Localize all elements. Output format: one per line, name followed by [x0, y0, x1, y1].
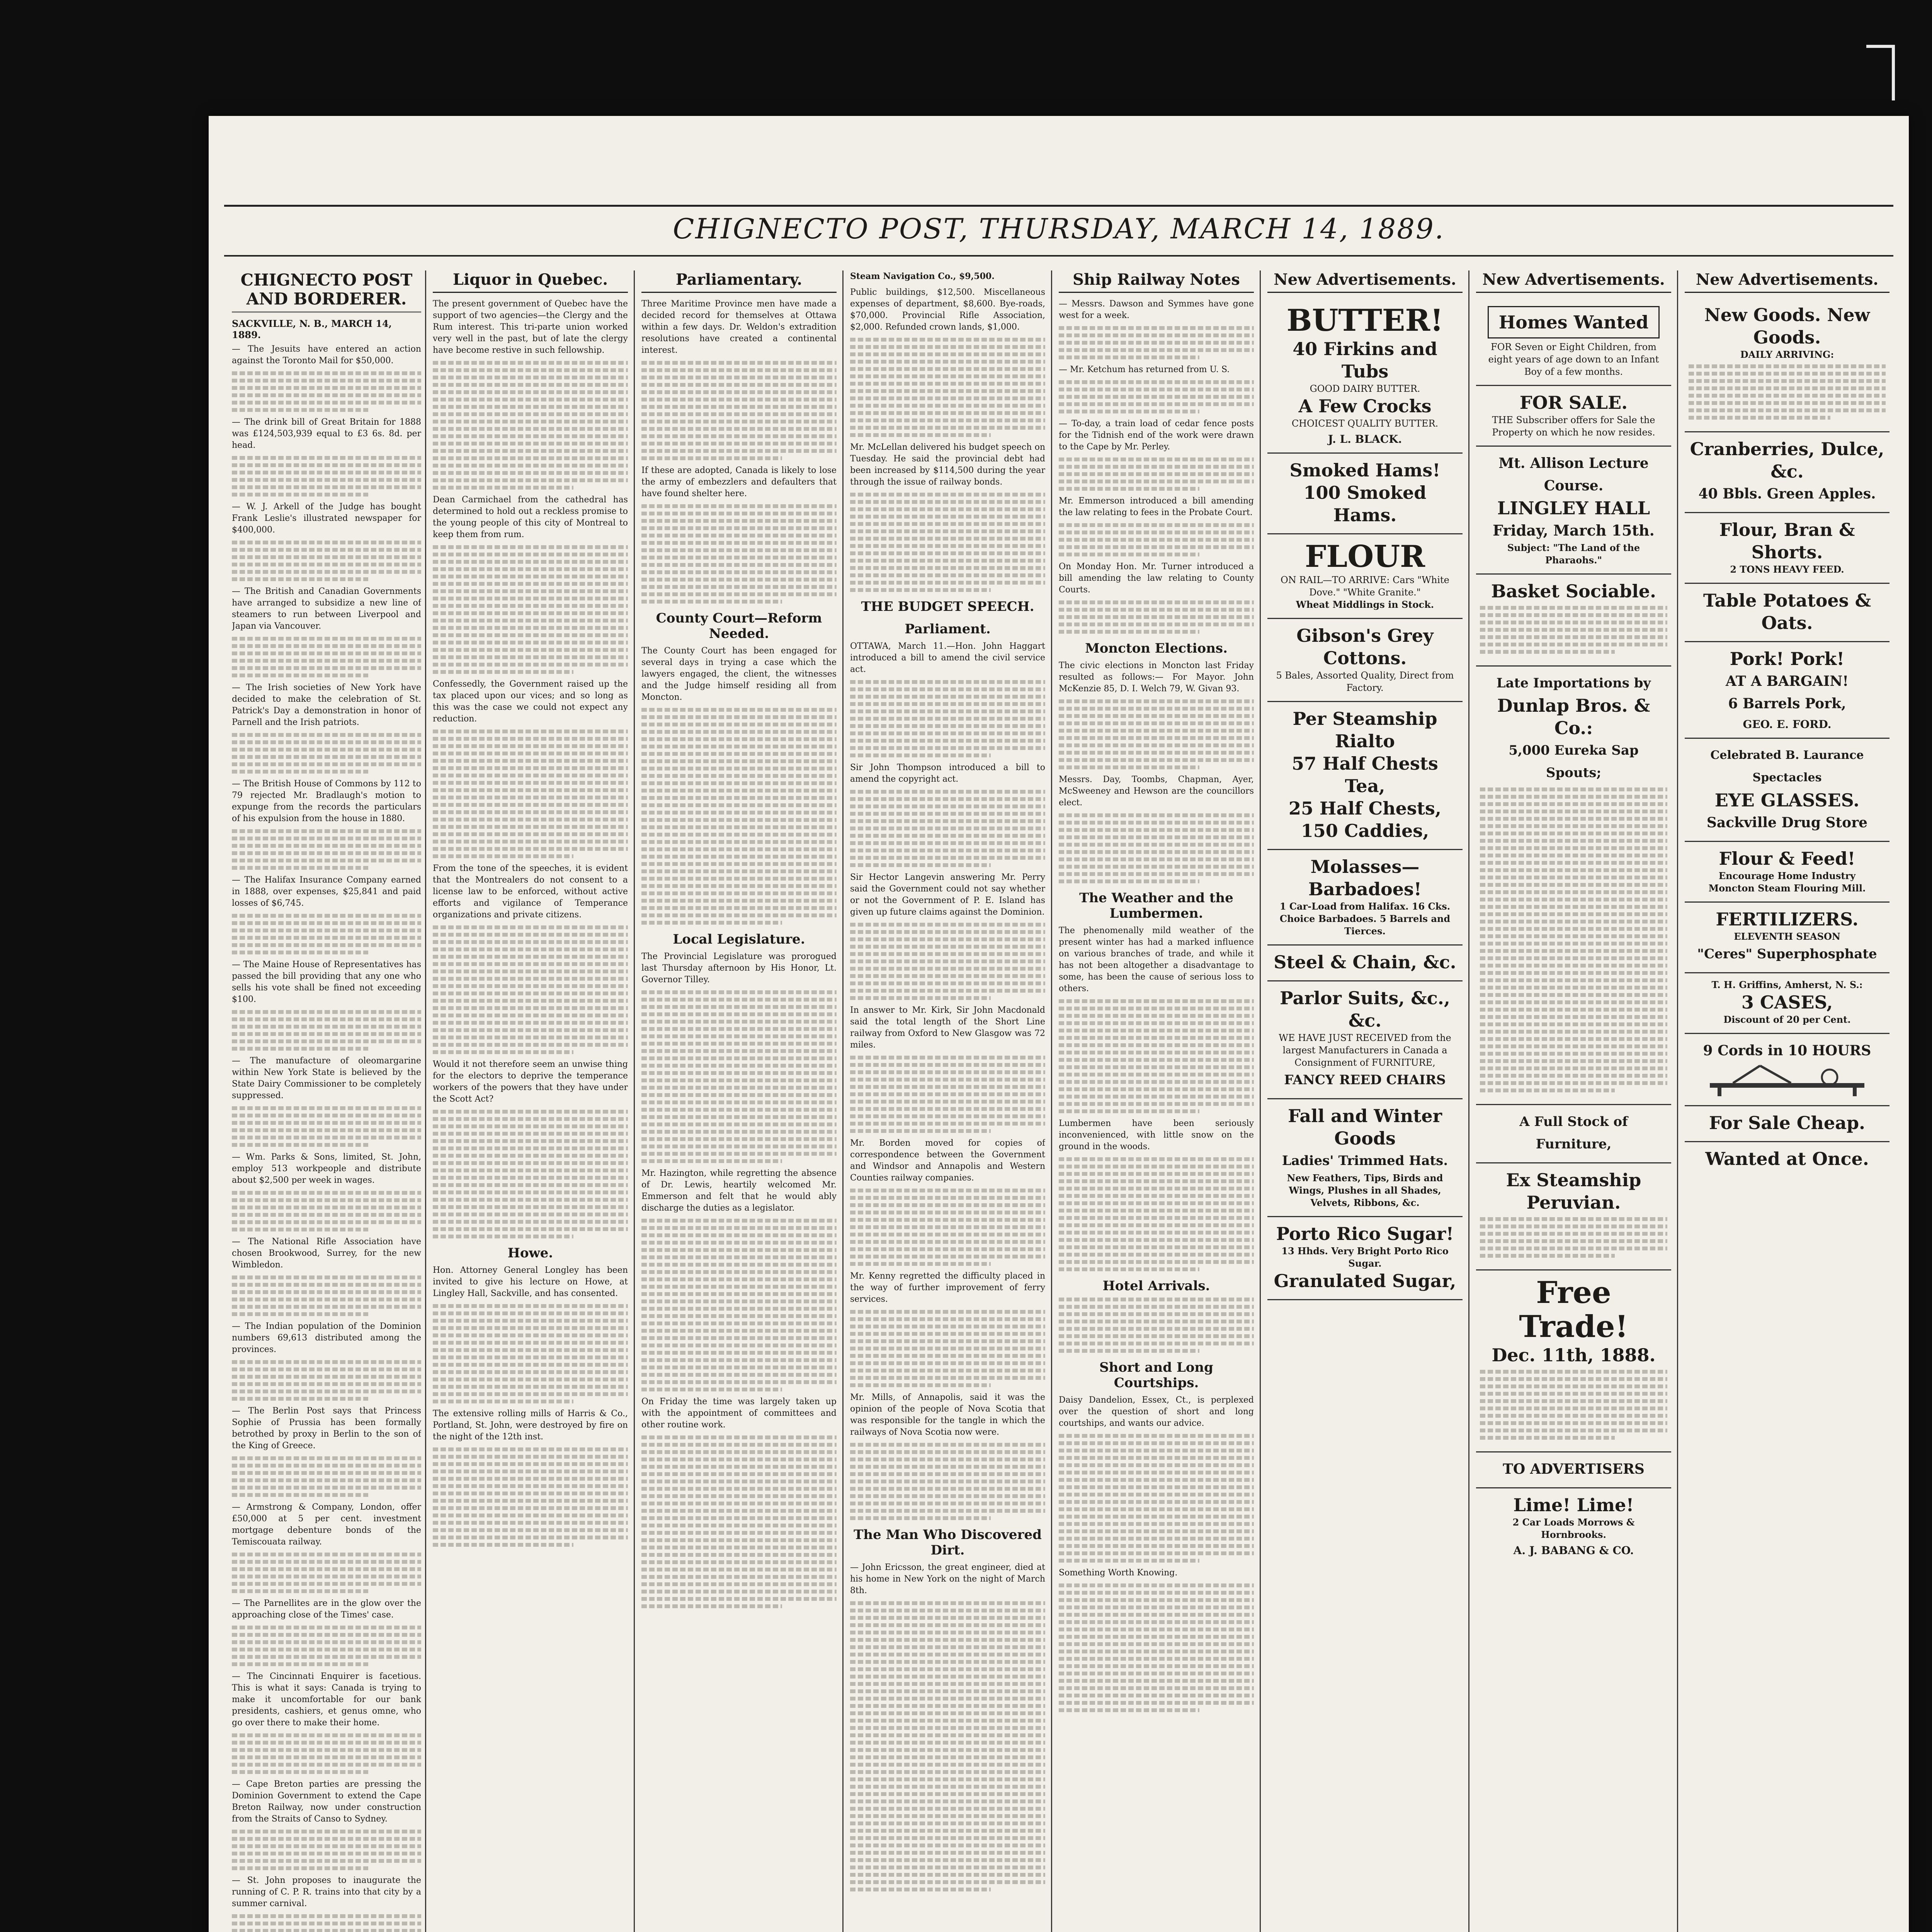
ads-header: New Advertisements. [1476, 270, 1671, 293]
filler-text [232, 371, 421, 412]
ad-subtitle: AT A BARGAIN! [1725, 673, 1849, 689]
newspaper-page [209, 116, 1909, 1932]
ad-line: Discount of 20 per Cent. [1723, 1014, 1851, 1025]
filler-text [433, 1304, 628, 1403]
filler-text [850, 790, 1045, 867]
ad-homes [1476, 298, 1671, 386]
ad-title: A Full Stock of Furniture, [1519, 1114, 1628, 1152]
ad-spectacles [1685, 739, 1889, 842]
ad-peruvian [1476, 1163, 1671, 1270]
filler-text [850, 680, 1045, 757]
filler-text [232, 1830, 421, 1870]
ad-wanted [1685, 1142, 1889, 1177]
paragraph: — The Berlin Post says that Princess Sophie of Prussia has been formally betrothed by proxy in Berlin to the son of the King of Greece. [232, 1406, 421, 1451]
ad-line: Encourage Home Industry [1718, 870, 1856, 881]
paragraph: Mr. Emmerson introduced a bill amending the law relating to fees in the Probate Court. [1059, 496, 1254, 517]
ad-title: Flour, Bran & Shorts. [1719, 519, 1855, 563]
filler-text [433, 925, 628, 1054]
paragraph: The Provincial Legislature was prorogued last Thursday afternoon by His Honor, Lt. Governor Tilley. [641, 952, 837, 985]
column-rule [1677, 270, 1678, 1932]
filler-text [232, 1733, 421, 1774]
filler-text [433, 1447, 628, 1547]
column-1 [232, 270, 421, 1932]
ad-line: WE HAVE JUST RECEIVED from the largest Manufacturers in Canada a Consignment of FURNITURE, [1279, 1032, 1451, 1068]
paragraph: — St. John proposes to inaugurate the running of C. P. R. trains into that city by a summer carnival. [232, 1876, 421, 1908]
filler-text [232, 1553, 421, 1593]
column-rule [634, 270, 635, 1932]
filler-text [1059, 326, 1254, 359]
column-4 [850, 270, 1045, 1932]
filler-text [1059, 813, 1254, 883]
ad-subtitle: EYE GLASSES. [1714, 790, 1860, 811]
paragraph: Messrs. Day, Toombs, Chapman, Ayer, McSweeney and Hewson are the councillors elect. [1059, 775, 1254, 808]
paragraph: — The Irish societies of New York have decided to make the celebration of St. Patrick's Day a demonstration in honor of Parnell and the Irish patriots. [232, 683, 421, 727]
ad-new-goods [1685, 298, 1889, 432]
paragraph: — The manufacture of oleomargarine within New York State is believed by the State Dairy Commissioner to be completely suppressed. [232, 1056, 421, 1100]
paragraph: — Armstrong & Company, London, offer £50,000 at 5 per cent. investment mortgage debenture bonds of the Temiscouata railway. [232, 1502, 421, 1547]
ad-line: CHOICEST QUALITY BUTTER. [1291, 418, 1439, 429]
filler-text [232, 1626, 421, 1666]
ad-subtitle: Dunlap Bros. & Co.: [1497, 695, 1650, 738]
ad-title: Fall and Winter Goods [1288, 1105, 1442, 1149]
ad-free-trade [1476, 1270, 1671, 1452]
ad-title: Steel & Chain, &c. [1274, 952, 1456, 973]
ad-line: GOOD DAIRY BUTTER. [1310, 383, 1420, 394]
paragraph: — Cape Breton parties are pressing the Dominion Government to extend the Cape Breton Railway, now under construction from the Straits of Canso to Sydney. [232, 1779, 421, 1824]
ad-title: Parlor Suits, &c., &c. [1280, 988, 1450, 1031]
ad-title: Gibson's Grey Cottons. [1296, 625, 1434, 668]
ads-header: New Advertisements. [1267, 270, 1463, 293]
article-headline: Ship Railway Notes [1059, 270, 1254, 293]
article-subheading: The Man Who Discovered Dirt. [854, 1527, 1042, 1558]
paragraph: — The Halifax Insurance Company earned in 1888, over expenses, $25,841 and paid losses of $6,745. [232, 875, 421, 908]
sawing-machine-illustration [1702, 1062, 1872, 1097]
ad-subtitle: 40 Bbls. Green Apples. [1698, 486, 1876, 502]
filler-text [232, 1010, 421, 1051]
paragraph: Mr. Kenny regretted the difficulty placed in the way of further improvement of ferry services. [850, 1271, 1045, 1304]
ad-subtitle: Friday, March 15th. [1493, 522, 1655, 539]
ad-subtitle: LINGLEY HALL [1497, 498, 1650, 519]
paragraph: — The Maine House of Representatives has passed the bill providing that any one who sells his vote shall be fined not exceeding $100. [232, 960, 421, 1004]
column-5 [1059, 270, 1254, 1932]
ad-fertilizers [1685, 903, 1889, 973]
filler-text [1480, 606, 1667, 654]
paragraph: Something Worth Knowing. [1059, 1568, 1178, 1578]
article-body [433, 1265, 628, 1547]
paragraph: — Mr. Ketchum has returned from U. S. [1059, 365, 1230, 374]
ad-molasses [1267, 850, 1463, 946]
paragraph: Mr. Borden moved for copies of correspondence between the Government and Windsor and Annapolis and Western Counties railway companies. [850, 1138, 1045, 1183]
paragraph: Mr. Mills, of Annapolis, said it was the opinion of the people of Nova Scotia that was responsible for the tangle in which the railways of Nova Scotia now were. [850, 1393, 1045, 1437]
article-body [433, 298, 628, 1238]
column-3 [641, 270, 837, 1932]
filler-text [1059, 999, 1254, 1113]
ad-subtitle: Granulated Sugar, [1274, 1270, 1456, 1291]
filler-text [850, 923, 1045, 1000]
ad-cranberries [1685, 432, 1889, 513]
paragraph: Dean Carmichael from the cathedral has determined to hold out a reckless promise to the young people of this city of Montreal to keep them from rum. [433, 495, 628, 539]
filler-text [232, 456, 421, 497]
ad-line: New Feathers, Tips, Birds and Wings, Plushes in all Shades, Velvets, Ribbons, &c. [1287, 1172, 1443, 1208]
filler-text [232, 1191, 421, 1231]
ad-subtitle: 57 Half Chests Tea, [1292, 753, 1438, 796]
ad-signature: GEO. E. FORD. [1743, 718, 1832, 731]
ad-subtitle: 5,000 Eureka Sap Spouts; [1509, 743, 1639, 781]
paragraph: — To-day, a train load of cedar fence posts for the Tidnish end of the work were drawn to the Cape by Mr. Perley. [1059, 419, 1254, 452]
ad-subtitle: A Few Crocks [1298, 396, 1432, 417]
paragraph: Sir Hector Langevin answering Mr. Perry said the Government could not say whether or not the Government of P. E. Island has given up future claims against the Dominion. [850, 872, 1045, 917]
ad-title: 9 Cords in 10 HOURS [1703, 1043, 1871, 1059]
paragraph: — The National Rifle Association have chosen Brookwood, Surrey, for the new Wimbledon. [232, 1237, 421, 1270]
filler-text [1480, 1217, 1667, 1258]
news-briefs [232, 344, 421, 1932]
ad-line: 1 Car-Load from Halifax. 16 Cks. Choice Barbadoes. 5 Barrels and Tierces. [1279, 901, 1451, 937]
filler-text [1059, 600, 1254, 634]
ad-title: Cranberries, Dulce, &c. [1690, 439, 1884, 482]
column-8-ads [1685, 270, 1889, 1932]
paragraph: — Wm. Parks & Sons, limited, St. John, employ 513 workpeople and distribute about $2,500 per week in wages. [232, 1152, 421, 1185]
filler-text [641, 708, 837, 925]
paragraph: Would it not therefore seem an unwise thing for the electors to deprive the temperance workers of the powers that they have under the Scott Act? [433, 1060, 628, 1104]
filler-text [850, 1310, 1045, 1387]
ad-title: FOR SALE. [1519, 392, 1628, 413]
ad-subtitle: Ladies' Trimmed Hats. [1282, 1153, 1448, 1168]
column-rule [842, 270, 844, 1932]
ad-line: 2 Car Loads Morrows & Hornbrooks. [1512, 1517, 1635, 1540]
article-subheading: Hotel Arrivals. [1102, 1278, 1210, 1294]
ad-subtitle: Dec. 11th, 1888. [1492, 1345, 1656, 1366]
column-rule [1260, 270, 1261, 1932]
article-subheading: Moncton Elections. [1085, 641, 1228, 656]
filler-text [641, 990, 837, 1163]
ad-line: Wheat Middlings in Stock. [1296, 599, 1434, 610]
ad-lecture [1476, 447, 1671, 575]
ad-flour-bran [1685, 513, 1889, 584]
paragraph: — W. J. Arkell of the Judge has bought Frank Leslie's illustrated newspaper for $400,000. [232, 502, 421, 535]
ad-furniture [1476, 1105, 1671, 1163]
column-rule [425, 270, 426, 1932]
paragraph: Public buildings, $12,500. Miscellaneous expenses of department, $8,600. Bye-roads, $70,000. Provincial Rifle Association, $2,000. Refunded crown lands, $1,000. [850, 287, 1045, 332]
filler-text [850, 1601, 1045, 1891]
paragraph: — The Indian population of the Dominion numbers 69,613 distributed among the provinces. [232, 1321, 421, 1354]
article-subheading: Local Legislature. [673, 932, 805, 947]
filler-text [850, 338, 1045, 437]
ad-signature: A. J. BABANG & CO. [1513, 1544, 1634, 1557]
ad-for-sale [1476, 386, 1671, 447]
filler-text [232, 1276, 421, 1316]
article-subheading: County Court—Reform Needed. [656, 611, 822, 641]
masthead-rule-bottom [224, 255, 1893, 257]
ad-title: Late Importations by [1496, 675, 1651, 691]
filler-text [232, 1106, 421, 1147]
paragraph: — Messrs. Dawson and Symmes have gone west for a week. [1059, 299, 1254, 320]
filler-text [232, 914, 421, 954]
paragraph: Mr. Hazington, while regretting the absence of Dr. Lewis, heartily welcomed Mr. Emmerson and felt that he would ably discharge the duties as a legislator. [641, 1168, 837, 1213]
article-lead: Steam Navigation Co., $9,500. [850, 271, 995, 281]
ad-line: FOR Seven or Eight Children, from eight years of age down to an Infant Boy of a few months. [1488, 342, 1659, 377]
article-body [1059, 298, 1254, 634]
ad-line: 2 TONS HEAVY FEED. [1730, 564, 1844, 575]
ad-title: Basket Sociable. [1491, 581, 1656, 602]
ad-subtitle: 6 Barrels Pork, [1728, 696, 1846, 712]
paragraph: Confessedly, the Government raised up the tax placed upon our vices; and so long as this was the case we could not expect any reduction. [433, 679, 628, 724]
filler-text [1059, 457, 1254, 491]
paragraph: — The Parnellites are in the glow over the approaching close of the Times' case. [232, 1599, 421, 1620]
paragraph: — The British and Canadian Governments have arranged to subsidize a new line of steamers to run between Liverpool and Japan via Vancouver. [232, 587, 421, 631]
paragraph: — The British House of Commons by 112 to 79 rejected Mr. Bradlaugh's motion to expunge from the records the particulars of his expulsion from the house in 1880. [232, 779, 421, 823]
filler-text [641, 1435, 837, 1608]
paragraph: The County Court has been engaged for several days in trying a case which the lawyers engaged, the client, the witnesses and the Judge himself residing all from Moncton. [641, 646, 837, 702]
column-2 [433, 270, 628, 1932]
article-body [641, 645, 837, 925]
ad-for-sale-cheap [1685, 1106, 1889, 1142]
article-subheading: The Weather and the Lumbermen. [1079, 890, 1233, 921]
article-subheading: THE BUDGET SPEECH. [861, 599, 1034, 614]
ad-tea [1267, 702, 1463, 850]
filler-text [433, 1110, 628, 1238]
filler-text [433, 545, 628, 674]
article-subheading: Parliament. [905, 621, 991, 637]
column-rule [1468, 270, 1469, 1932]
paragraph: Hon. Attorney General Longley has been invited to give his lecture on Howe, at Lingley Hall, Sackville, and has consented. [433, 1265, 628, 1298]
filler-text [1059, 1157, 1254, 1271]
paragraph: On Monday Hon. Mr. Turner introduced a bill amending the law relating to County Courts. [1059, 562, 1254, 595]
article-headline: Liquor in Quebec. [433, 270, 628, 293]
ad-line: THE Subscriber offers for Sale the Property on which he now resides. [1492, 415, 1655, 438]
filler-text [232, 829, 421, 870]
ad-hams [1267, 454, 1463, 534]
filler-text [850, 493, 1045, 592]
ad-subtitle: 25 Half Chests, 150 Caddies, [1289, 798, 1441, 841]
ad-line: Moncton Steam Flouring Mill. [1708, 883, 1866, 894]
ad-line: T. H. Griffins, Amherst, N. S.: [1711, 979, 1863, 990]
ad-parlor [1267, 981, 1463, 1099]
scan-corner-mark [1862, 31, 1909, 108]
ad-line: 13 Hhds. Very Bright Porto Rico Sugar. [1281, 1245, 1449, 1269]
ad-sociable [1476, 575, 1671, 667]
article-subheading: Howe. [507, 1245, 553, 1261]
paragraph: Mr. McLellan delivered his budget speech on Tuesday. He said the provincial debt had been increased by $114,500 during the year through the issue of railway bonds. [850, 442, 1045, 487]
ad-subtitle: 40 Firkins and Tubs [1293, 338, 1437, 382]
ad-flour [1267, 534, 1463, 619]
ad-signature: J. L. BLACK. [1328, 433, 1402, 446]
ad-title: TO ADVERTISERS [1503, 1461, 1645, 1477]
ad-pork [1685, 642, 1889, 739]
paragraph: Three Maritime Province men have made a decided record for themselves at Ottawa within a few days. Dr. Weldon's extradition resolutions have created a continental interest. [641, 299, 837, 355]
filler-text [1059, 380, 1254, 413]
filler-text [850, 1443, 1045, 1520]
ad-title: Lime! Lime! [1513, 1495, 1634, 1515]
article-body [850, 287, 1045, 592]
filler-text [1480, 787, 1667, 1092]
article-headline: Parliamentary. [641, 270, 837, 293]
filler-text [232, 733, 421, 774]
paragraph: If these are adopted, Canada is likely to lose the army of embezzlers and defaulters that have found shelter here. [641, 466, 837, 498]
paragraph: The civic elections in Moncton last Friday resulted as follows:— For Mayor. John McKenzie 85, D. I. Welch 79, W. Givan 93. [1059, 661, 1254, 694]
ad-subtitle: Sackville Drug Store [1706, 815, 1868, 831]
column-rule [1051, 270, 1052, 1932]
ads-header: New Advertisements. [1685, 270, 1889, 293]
paragraph: In answer to Mr. Kirk, Sir John Macdonald said the total length of the Short Line railway from Oxford to New Glasgow was 72 miles. [850, 1005, 1045, 1050]
ad-cottons [1267, 619, 1463, 702]
paragraph: — The Jesuits have entered an action against the Toronto Mail for $50,000. [232, 344, 421, 366]
paragraph: The extensive rolling mills of Harris & Co., Portland, St. John, were destroyed by fire on the night of the 12th inst. [433, 1409, 628, 1442]
filler-text [232, 1456, 421, 1497]
ad-title: BUTTER! [1286, 303, 1444, 338]
filler-text [1059, 1298, 1254, 1353]
article-body [850, 641, 1045, 1520]
ad-dunlap [1476, 667, 1671, 1105]
filler-text [850, 1189, 1045, 1266]
ad-line: DAILY ARRIVING: [1740, 349, 1834, 360]
ad-fall-goods [1267, 1099, 1463, 1217]
ad-title: Porto Rico Sugar! [1276, 1223, 1454, 1244]
filler-text [232, 541, 421, 581]
ad-sugar [1267, 1217, 1463, 1300]
filler-text [1059, 699, 1254, 769]
article-body [850, 1562, 1045, 1891]
ad-line: 5 Bales, Assorted Quality, Direct from Factory. [1276, 670, 1454, 693]
paragraph: OTTAWA, March 11.—Hon. John Haggart introduced a bill to amend the civil service act. [850, 641, 1045, 674]
ad-line: ELEVENTH SEASON [1734, 931, 1840, 942]
ad-title: Ex Steamship Peruvian. [1506, 1170, 1641, 1213]
ad-subtitle: 100 Smoked Hams. [1303, 482, 1427, 526]
ad-title: Table Potatoes & Oats. [1703, 590, 1871, 633]
ad-steel [1267, 946, 1463, 981]
ad-title: Per Steamship Rialto [1293, 708, 1437, 752]
ad-title: Mt. Allison Lecture Course. [1498, 455, 1649, 494]
ad-butter [1267, 298, 1463, 454]
ad-line: Subject: "The Land of the Pharaohs." [1507, 542, 1640, 566]
ad-advertisers [1476, 1452, 1671, 1488]
filler-text [1689, 364, 1886, 420]
filler-text [850, 1056, 1045, 1133]
masthead-rule-top [224, 205, 1893, 207]
ad-subtitle: "Ceres" Superphosphate [1697, 946, 1877, 962]
ad-title: Molasses—Barbadoes! [1308, 856, 1422, 900]
column-heading: CHIGNECTO POST AND BORDERER. [232, 270, 421, 313]
ad-potatoes [1685, 584, 1889, 642]
ad-title: FLOUR [1304, 539, 1425, 574]
paragraph: — The drink bill of Great Britain for 1888 was £124,503,939 equal to £3 6s. 8d. per head. [232, 417, 421, 450]
filler-text [1480, 1370, 1667, 1440]
filler-text [433, 730, 628, 858]
paragraph: — John Ericsson, the great engineer, died at his home in New York on the night of March 8th. [850, 1563, 1045, 1595]
filler-text [1059, 1434, 1254, 1563]
ad-subtitle: FANCY REED CHAIRS [1284, 1072, 1446, 1088]
article-body [641, 298, 837, 604]
ad-title: Celebrated B. Laurance Spectacles [1710, 748, 1864, 784]
article-body [641, 951, 837, 1608]
column-6-ads [1267, 270, 1463, 1932]
ad-title: Free Trade! [1519, 1275, 1628, 1344]
article-subheading: Short and Long Courtships. [1099, 1360, 1213, 1391]
ad-line: ON RAIL—TO ARRIVE: Cars "White Dove." "White Granite." [1281, 575, 1449, 598]
ad-title: Smoked Hams! [1289, 460, 1440, 481]
ad-griffins [1685, 973, 1889, 1034]
filler-text [641, 1219, 837, 1391]
filler-text [641, 361, 837, 460]
ad-title: Flour & Feed! [1719, 848, 1855, 869]
ad-title: Homes Wanted [1488, 306, 1660, 338]
ad-title: 3 CASES, [1741, 992, 1833, 1013]
article-body [1059, 925, 1254, 1271]
filler-text [232, 1360, 421, 1401]
ad-title: Pork! Pork! [1730, 648, 1845, 669]
ad-title: For Sale Cheap. [1709, 1112, 1866, 1133]
paragraph: Lumbermen have been seriously inconvenienced, with little snow on the ground in the woods. [1059, 1119, 1254, 1151]
filler-text [1059, 523, 1254, 556]
paragraph: Sir John Thompson introduced a bill to amend the copyright act. [850, 763, 1045, 784]
paragraph: On Friday the time was largely taken up with the appointment of committees and other routine work. [641, 1397, 837, 1430]
filler-text [1059, 1583, 1254, 1712]
ad-flour-feed [1685, 842, 1889, 903]
ad-title: New Goods. New Goods. [1704, 304, 1870, 348]
paragraph: Daisy Dandelion, Essex, Ct., is perplexed over the question of short and long courtships, and wants our advice. [1059, 1395, 1254, 1428]
paragraph: From the tone of the speeches, it is evident that the Montrealers do not consent to a license law to be enforced, without active efforts and vigilance of Temperance organizations and private citizens. [433, 864, 628, 920]
paragraph: — The Cincinnati Enquirer is facetious. This is what it says: Canada is trying to make it uncomfortable for our bank presidents, cashiers, et genus omne, who go over there to make their home. [232, 1672, 421, 1728]
dateline: SACKVILLE, N. B., MARCH 14, 1889. [232, 318, 392, 340]
article-body [1059, 1395, 1254, 1712]
filler-text [641, 504, 837, 604]
ad-title: FERTILIZERS. [1716, 909, 1859, 930]
ad-lime [1476, 1488, 1671, 1564]
column-7-ads [1476, 270, 1671, 1932]
ad-saw [1685, 1034, 1889, 1106]
filler-text [232, 1914, 421, 1932]
paragraph: The phenomenally mild weather of the present winter has had a marked influence on various branches of trade, and while it has not been altogether a disadvantage to some, has been the cause of serious loss to others. [1059, 926, 1254, 993]
masthead-title: CHIGNECTO POST, THURSDAY, MARCH 14, 1889. [673, 213, 1445, 245]
filler-text [232, 637, 421, 677]
ad-title: Wanted at Once. [1705, 1148, 1869, 1169]
filler-text [433, 361, 628, 490]
paragraph: The present government of Quebec have the support of two agencies—the Clergy and the Rum interest. This tri-parte union worked very well in the past, but of late the clergy have become restive in such fellowship. [433, 299, 628, 355]
article-body [1059, 660, 1254, 883]
